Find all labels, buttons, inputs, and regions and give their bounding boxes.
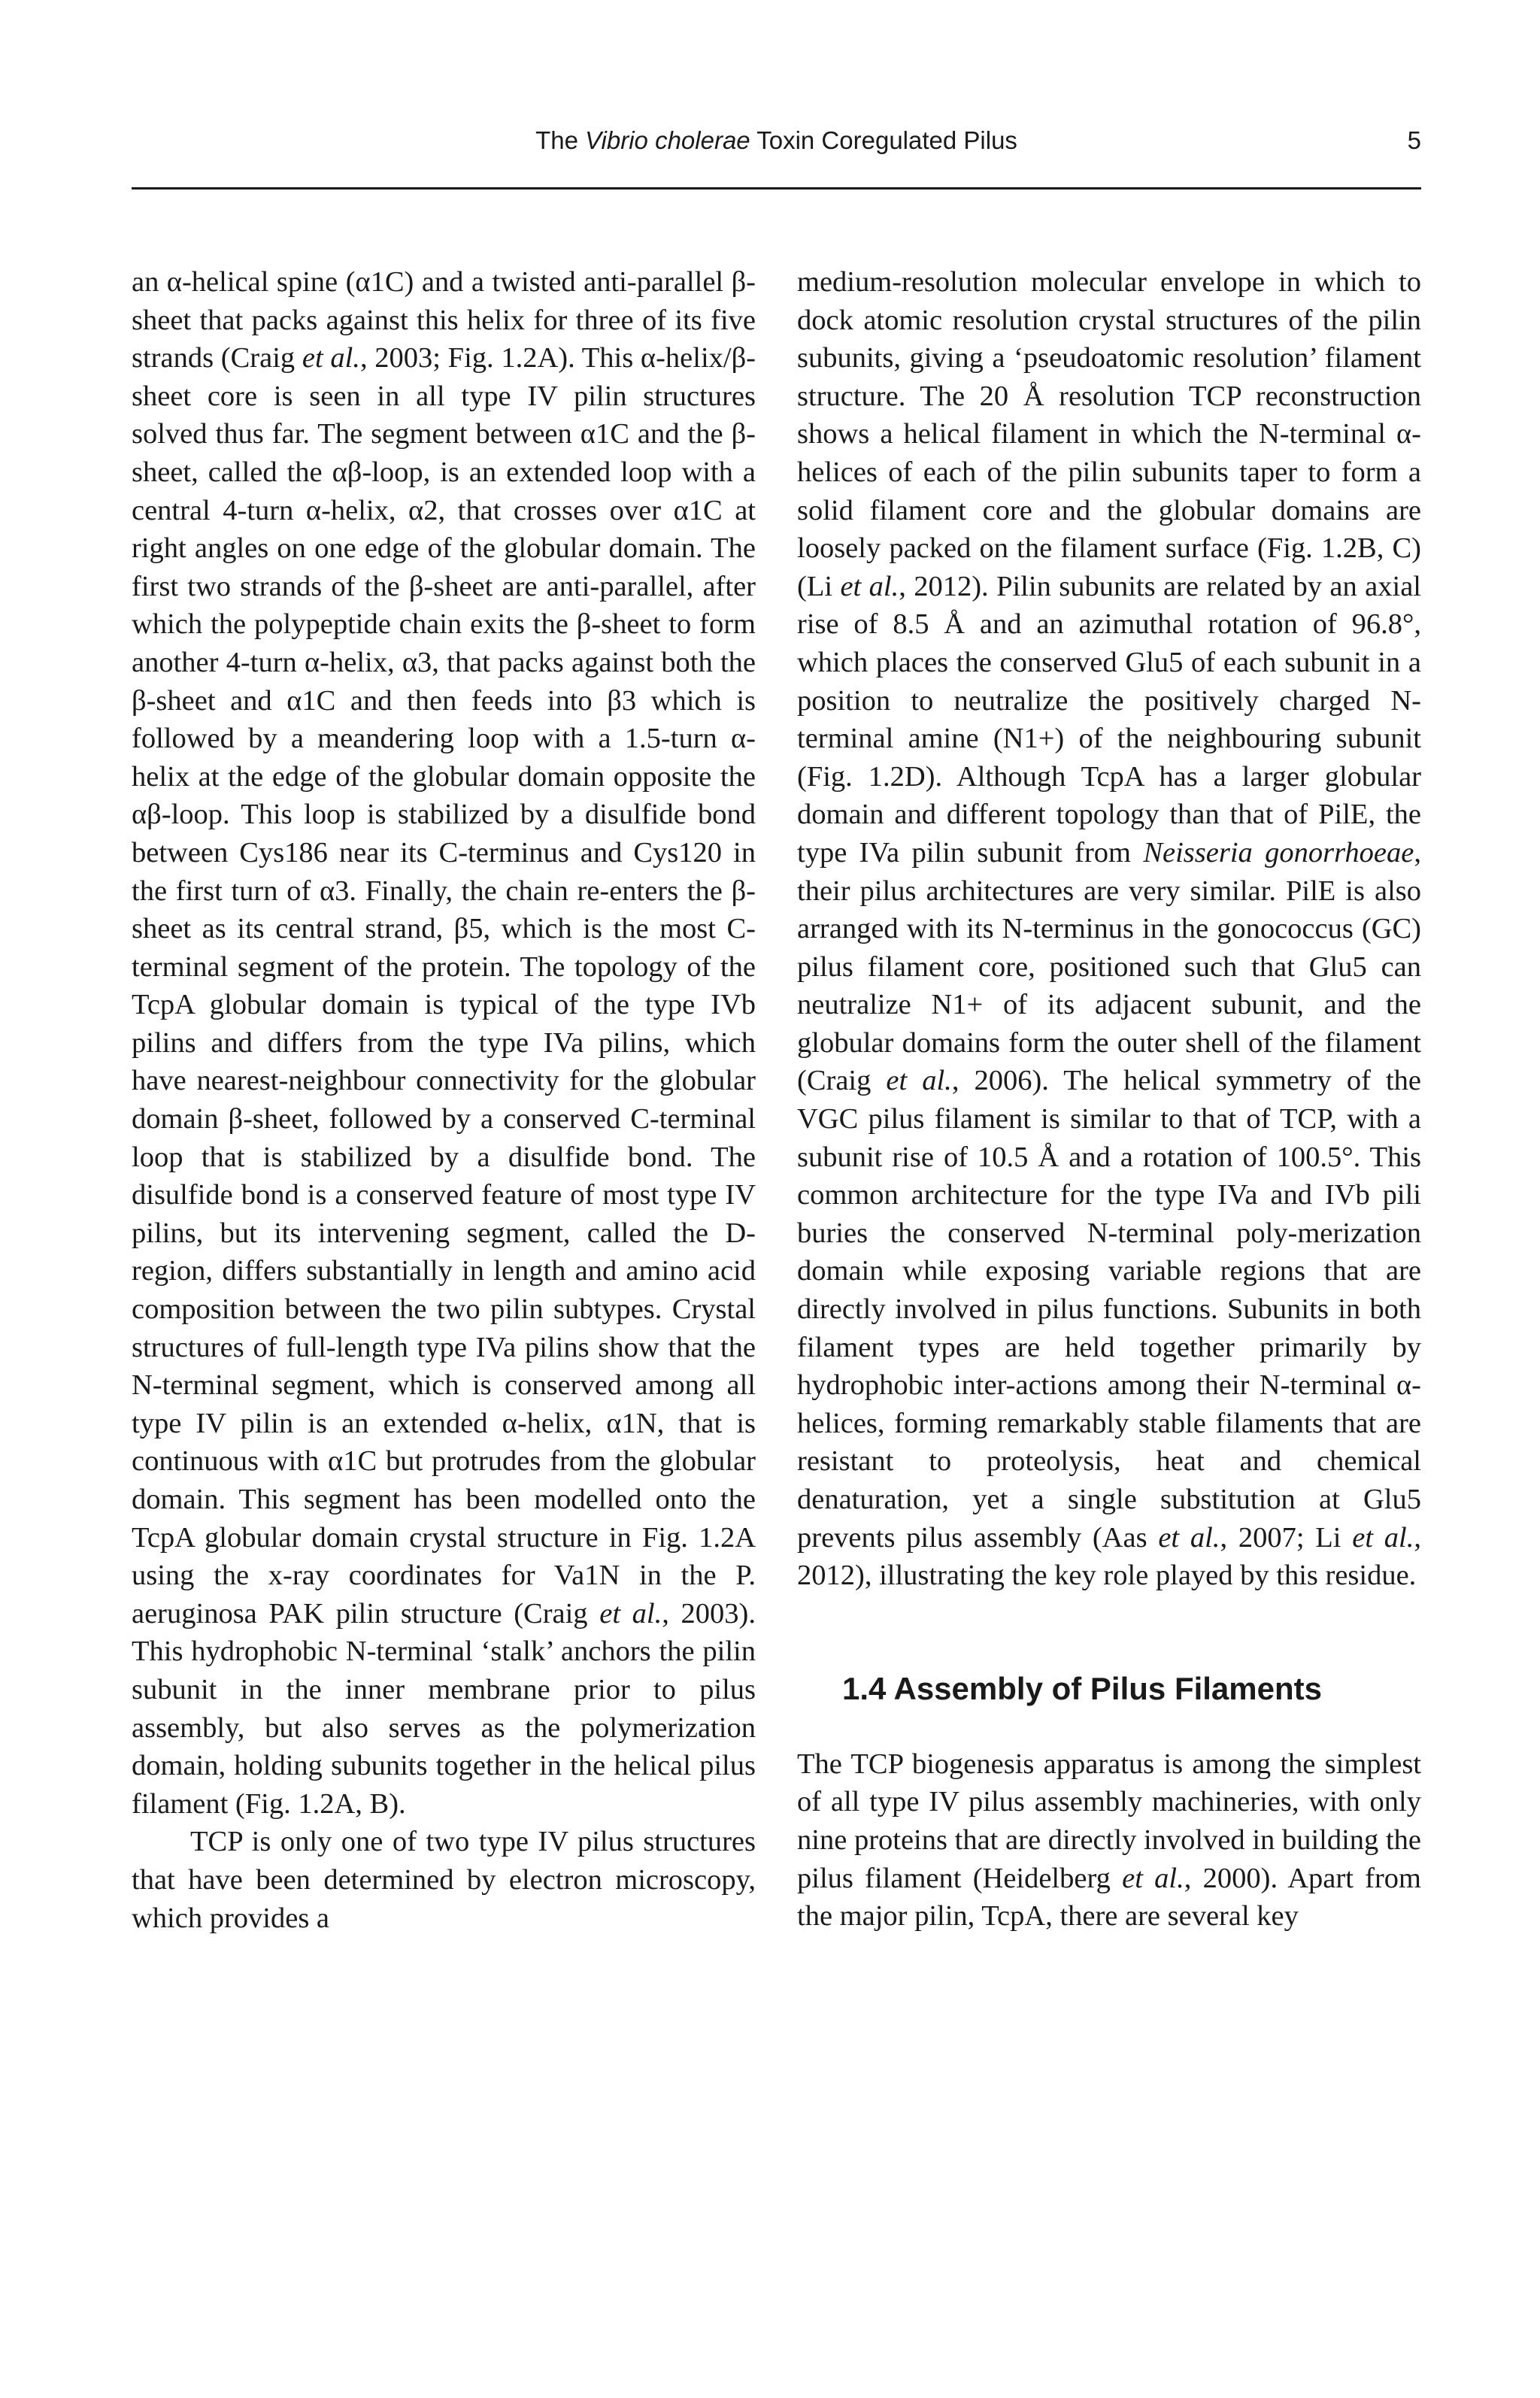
text-run: , their pilus architectures are very similar. PilE is also arranged with its N-terminus in the gonococcus (GC) pilus filament core, positioned such that Glu5 can neutralize N1+ of its adjacent subunit, and the globular domains form the outer shell of the filament (Craig — [797, 836, 1421, 1097]
section-heading: 1.4 Assembly of Pilus Filaments — [842, 1670, 1322, 1706]
page-number: 5 — [1407, 126, 1421, 154]
species-italic: Neisseria gonorrhoeae — [1143, 836, 1414, 869]
text-run: , 2003). This hydrophobic N-terminal ‘stalk’ anchors the pilin subunit in the inner membrane prior to pilus assembly, but also serves as the polymerization domain, holding subunits together in the helical pilus filament (Fig. 1.2A, B). — [132, 1597, 756, 1820]
citation-italic: et al. — [1122, 1862, 1184, 1894]
paragraph — [797, 1745, 1421, 1936]
paragraph — [797, 263, 1421, 1595]
text-run: medium-resolution molecular envelope in which to dock atomic resolution crystal structures of the pilin subunits, giving a ‘pseudoatomic resolution’ filament structure. The 20 Å resolution TCP reconstruction shows a helical filament in which the N-terminal α-helices of each of the pilin subunits taper to form a solid filament core and the globular domains are loosely packed on the filament surface (Fig. 1.2B, C) (Li — [797, 266, 1421, 602]
running-title — [132, 126, 1421, 155]
citation-italic: et al. — [1352, 1521, 1414, 1554]
citation-italic: et al. — [1158, 1521, 1220, 1554]
text-run: , 2000). Apart from the major pilin, TcpA, there are several key — [797, 1862, 1421, 1933]
title-text: Toxin Coregulated Pilus — [750, 126, 1017, 154]
text-run: an α-helical spine (α1C) and a twisted anti-parallel β-sheet that packs against this helix for three of its five strands (Craig — [132, 266, 756, 374]
citation-italic: et al. — [886, 1065, 952, 1097]
right-column — [797, 263, 1421, 1936]
text-run: , 2006). The helical symmetry of the VGC pilus filament is similar to that of TCP, with a subunit rise of 10.5 Å and a rotation of 100.5°. This common architecture for the type IVa and IVb pili buries the conserved N-terminal poly-merization domain while exposing variable regions that are directly involved in pilus functions. Subunits in both filament types are held together primarily by hydrophobic inter-actions among their N-terminal α-helices, forming remarkably stable filaments that are resistant to proteolysis, heat and chemical denaturation, yet a single substitution at Glu5 prevents pilus assembly (Aas — [797, 1065, 1422, 1554]
citation-italic: et al. — [599, 1597, 662, 1629]
text-run: , 2012), illustrating the key role played by this residue. — [797, 1521, 1421, 1592]
citation-italic: et al. — [302, 342, 360, 374]
title-text: The — [535, 126, 586, 154]
left-column — [132, 263, 756, 1937]
header-rule — [132, 187, 1421, 189]
running-header — [132, 122, 1421, 167]
paragraph — [132, 263, 756, 1823]
text-run: , 2012). Pilin subunits are related by an axial rise of 8.5 Å and an azimuthal rotation of 96.8°, which places the conserved Glu5 of each subunit in a position to neutralize the positively charged N-terminal amine (N1+) of the neighbouring subunit (Fig. 1.2D). Although TcpA has a larger globular domain and different topology than that of PilE, the type IVa pilin subunit from — [797, 570, 1421, 869]
text-run: The TCP biogenesis apparatus is among the simplest of all type IV pilus assembly machineries, with only nine proteins that are directly involved in building the pilus filament (Heidelberg — [797, 1748, 1421, 1894]
title-species: Vibrio cholerae — [585, 126, 750, 154]
text-run: , 2003; Fig. 1.2A). This α-helix/β-sheet core is seen in all type IV pilin structures solved thus far. The segment between α1C and the β-sheet, called the αβ-loop, is an extended loop with a central 4-turn α-helix, α2, that crosses over α1C at right angles on one edge of the globular domain. The first two strands of the β-sheet are anti-parallel, after which the polypeptide chain exits the β-sheet to form another 4-turn α-helix, α3, that packs against both the β-sheet and α1C and then feeds into β3 which is followed by a meandering loop with a 1.5-turn α-helix at the edge of the globular domain opposite the αβ-loop. This loop is stabilized by a disulfide bond between Cys186 near its C-terminus and Cys120 in the first turn of α3. Finally, the chain re-enters the β-sheet as its central strand, β5, which is the most C-terminal segment of the protein. The topology of the TcpA globular domain is typical of the type IVb pilins and differs from the type IVa pilins, which have nearest-neighbour connectivity for the globular domain β-sheet, followed by a conserved C-terminal loop that is stabilized by a disulfide bond. The disulfide bond is a conserved feature of most type IV pilins, but its intervening segment, called the D-region, differs substantially in length and amino acid composition between the two pilin subtypes. Crystal structures of full-length type IVa pilins show that the N-terminal segment, which is conserved among all type IV pilin is an extended α-helix, α1N, that is continuous with α1C but protrudes from the globular domain. This segment has been modelled onto the TcpA globular domain crystal structure in Fig. 1.2A using the x-ray coordinates for Va1N in the P. aeruginosa PAK pilin structure (Craig — [132, 342, 756, 1629]
text-run: , 2007; Li — [1220, 1521, 1353, 1554]
paragraph: TCP is only one of two type IV pilus structures that have been determined by electron microscopy, which provides a — [132, 1826, 756, 1934]
citation-italic: et al. — [840, 570, 899, 602]
